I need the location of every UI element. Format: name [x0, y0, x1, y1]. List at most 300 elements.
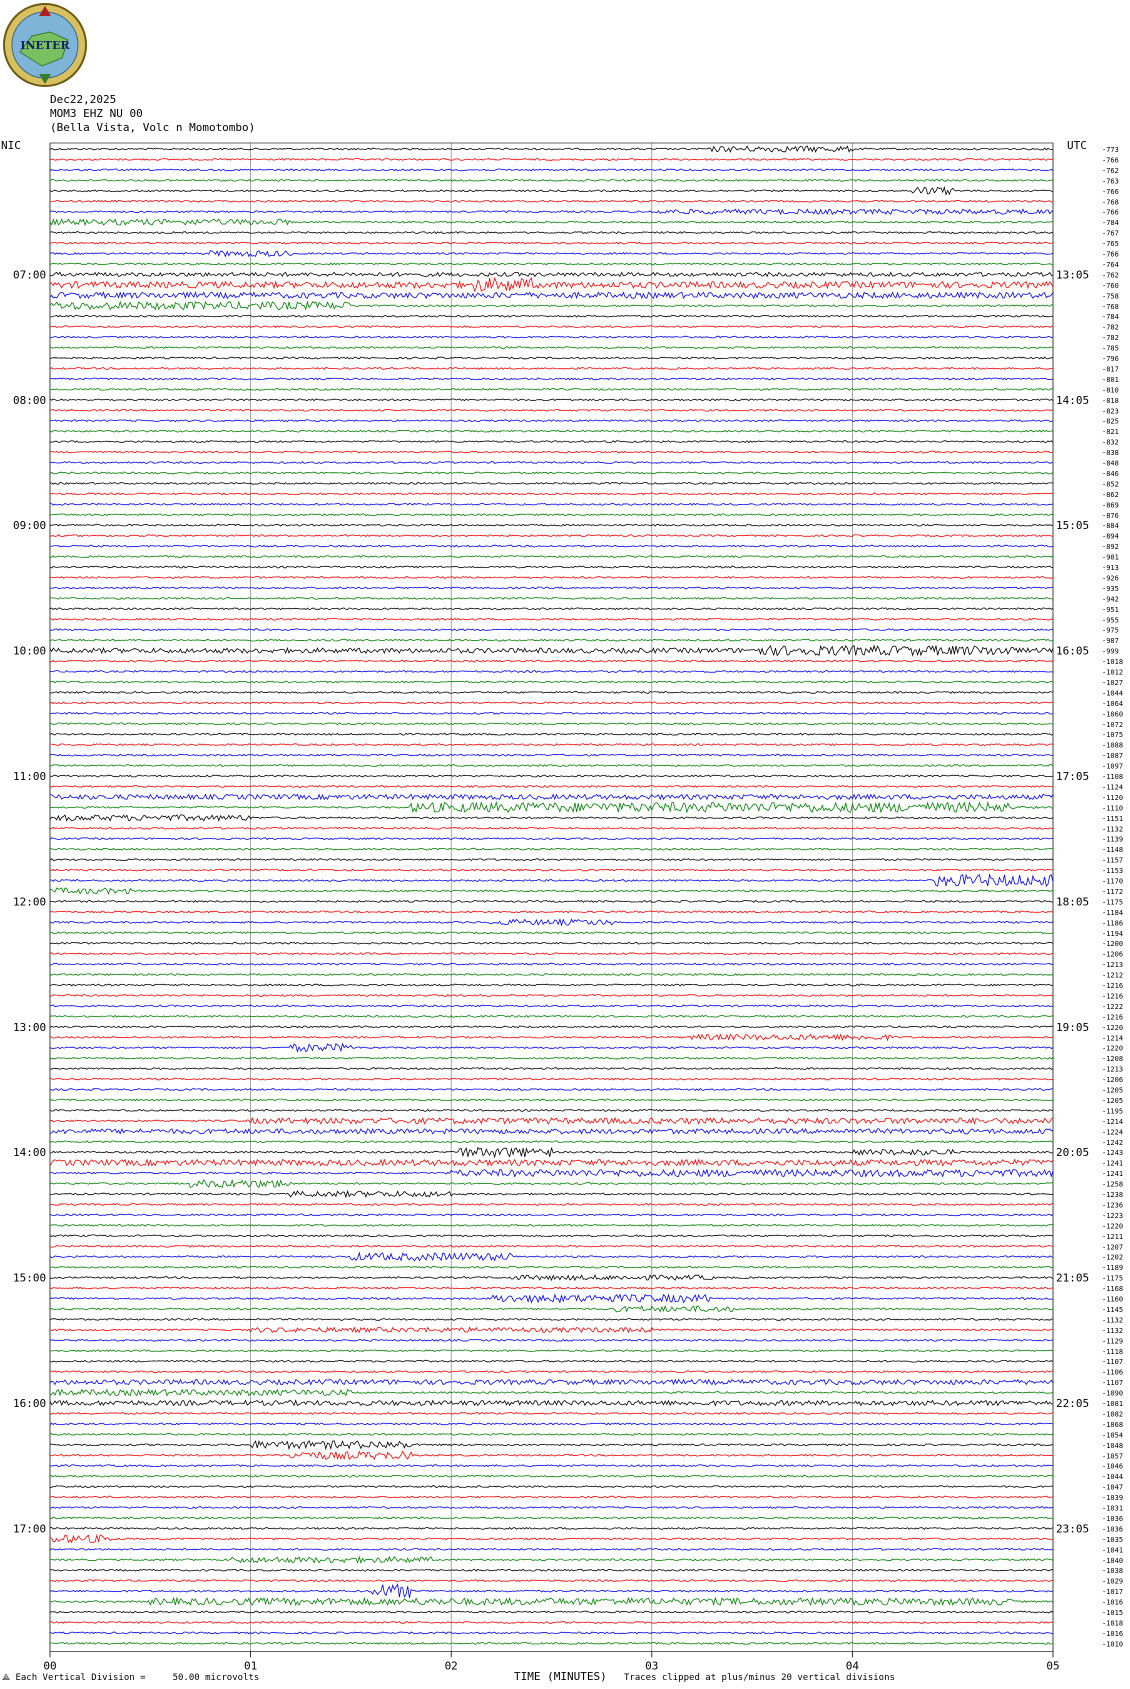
trace-line: [50, 733, 1053, 735]
trace-offset-label: -1132: [1102, 1316, 1124, 1325]
trace-offset-label: -1151: [1102, 814, 1124, 823]
trace-offset-label: -1132: [1102, 1326, 1124, 1335]
trace-line: [50, 786, 1053, 788]
trace-offset-label: -1220: [1102, 1044, 1124, 1053]
trace-offset-label: -762: [1102, 166, 1119, 175]
seismic-traces: [50, 146, 1123, 1648]
trace-offset-label: -1214: [1102, 1117, 1124, 1126]
trace-line: [50, 1235, 1053, 1237]
left-time-label: 12:00: [13, 895, 47, 909]
x-tick-label: 04: [845, 1659, 860, 1673]
trace-line: [50, 451, 1053, 453]
trace-offset-label: -1064: [1102, 699, 1124, 708]
trace-offset-label: -1090: [1102, 1389, 1124, 1398]
plot-frame: [50, 143, 1053, 1651]
trace-line: [50, 1486, 1053, 1488]
left-time-label: 09:00: [13, 519, 47, 533]
trace-offset-label: -1029: [1102, 1577, 1124, 1586]
trace-line: [50, 1632, 1053, 1634]
trace-offset-label: -1016: [1102, 1629, 1124, 1638]
trace-line: [50, 995, 1053, 997]
trace-line: [50, 409, 1053, 411]
trace-offset-label: -1044: [1102, 1473, 1124, 1482]
trace-offset-label: -1189: [1102, 1264, 1124, 1273]
trace-offset-label: -1016: [1102, 1598, 1124, 1607]
trace-line: [50, 493, 1053, 495]
trace-offset-label: -1170: [1102, 877, 1124, 886]
trace-offset-label: -1035: [1102, 1535, 1124, 1544]
trace-line: [50, 1465, 1053, 1467]
trace-line: [50, 187, 1053, 194]
trace-line: [50, 1110, 1053, 1112]
trace-line: [50, 159, 1053, 161]
left-time-label: 16:00: [13, 1397, 47, 1410]
trace-offset-label: -1072: [1102, 720, 1124, 729]
trace-line: [50, 639, 1053, 641]
trace-offset-label: -765: [1102, 240, 1119, 249]
trace-offset-label: -1175: [1102, 898, 1124, 907]
trace-line: [50, 587, 1053, 589]
trace-line: [50, 278, 1053, 291]
left-time-label: 08:00: [13, 393, 47, 407]
trace-line: [50, 200, 1053, 202]
trace-line: [50, 1005, 1053, 1007]
x-tick-label: 02: [444, 1659, 458, 1673]
trace-offset-label: -825: [1102, 417, 1119, 426]
trace-offset-label: -1068: [1102, 1420, 1124, 1429]
trace-offset-label: -935: [1102, 584, 1119, 593]
trace-line: [50, 430, 1053, 432]
trace-line: [50, 1099, 1053, 1101]
trace-offset-label: -1038: [1102, 1567, 1124, 1576]
trace-offset-label: -784: [1102, 313, 1119, 322]
trace-line: [50, 1141, 1053, 1143]
trace-line: [50, 681, 1053, 683]
trace-line: [50, 1253, 1053, 1261]
trace-line: [50, 292, 1053, 298]
trace-offset-label: -1205: [1102, 1096, 1124, 1105]
trace-line: [50, 1016, 1053, 1018]
trace-line: [50, 1390, 1053, 1396]
trace-offset-label: -975: [1102, 626, 1119, 635]
left-zone-label: NIC: [1, 139, 21, 152]
right-zone-label: UTC: [1067, 139, 1087, 152]
trace-line: [50, 169, 1053, 171]
trace-line: [50, 754, 1053, 756]
trace-line: [50, 472, 1053, 474]
trace-line: [50, 794, 1053, 799]
right-time-label: 22:05: [1056, 1397, 1090, 1410]
trace-offset-label: -1208: [1102, 1055, 1124, 1064]
trace-offset-label: -1216: [1102, 1013, 1124, 1022]
trace-line: [50, 535, 1053, 537]
left-time-label: 17:00: [13, 1522, 47, 1536]
svg-text:INETER: INETER: [20, 39, 70, 52]
trace-offset-label: -1202: [1102, 1253, 1124, 1262]
trace-line: [50, 1339, 1053, 1341]
trace-line: [50, 441, 1053, 443]
trace-offset-label: -1017: [1102, 1588, 1124, 1597]
trace-line: [50, 251, 1053, 257]
trace-line: [50, 483, 1053, 485]
trace-offset-label: -1036: [1102, 1514, 1124, 1523]
trace-line: [50, 875, 1053, 886]
trace-line: [50, 1622, 1053, 1624]
trace-line: [50, 1129, 1053, 1134]
trace-offset-label: -764: [1102, 260, 1119, 269]
trace-line: [50, 765, 1053, 767]
trace-offset-label: -1060: [1102, 710, 1124, 719]
trace-offset-label: -1044: [1102, 689, 1124, 698]
trace-offset-label: -823: [1102, 407, 1119, 416]
trace-line: [50, 702, 1053, 704]
trace-offset-label: -1075: [1102, 731, 1124, 740]
trace-line: [50, 775, 1053, 777]
trace-line: [50, 1026, 1053, 1028]
x-tick-label: 03: [645, 1659, 659, 1673]
x-tick-label: 00: [43, 1659, 57, 1673]
trace-offset-label: -1081: [1102, 1400, 1124, 1408]
trace-offset-label: -848: [1102, 459, 1119, 468]
trace-line: [50, 974, 1053, 976]
trace-line: [50, 1225, 1053, 1227]
left-time-label: 11:00: [13, 770, 47, 783]
trace-offset-label: -1097: [1102, 762, 1124, 771]
trace-line: [50, 919, 1053, 925]
trace-line: [50, 629, 1053, 631]
trace-line: [50, 671, 1053, 673]
trace-line: [50, 1434, 1053, 1436]
x-axis-title: TIME (MINUTES): [514, 1670, 607, 1683]
trace-offset-label: -1194: [1102, 929, 1124, 938]
trace-offset-label: -1148: [1102, 846, 1124, 855]
trace-offset-label: -1054: [1102, 1431, 1124, 1440]
trace-line: [50, 1401, 1053, 1406]
trace-offset-label: -1046: [1102, 1462, 1124, 1471]
trace-offset-label: -1160: [1102, 1295, 1124, 1304]
trace-offset-label: -1258: [1102, 1180, 1124, 1189]
trace-line: [50, 723, 1053, 725]
trace-line: [50, 608, 1053, 610]
trace-offset-label: -1220: [1102, 1222, 1124, 1231]
trace-line: [50, 1580, 1053, 1582]
trace-offset-label: -1200: [1102, 940, 1124, 949]
trace-offset-label: -926: [1102, 574, 1119, 583]
trace-offset-label: -1010: [1102, 1640, 1124, 1649]
trace-line: [50, 1160, 1053, 1166]
trace-line: [50, 963, 1053, 965]
trace-offset-label: -1018: [1102, 1619, 1124, 1628]
trace-line: [50, 838, 1053, 840]
grid-lines: [50, 143, 1053, 1651]
trace-offset-label: -1047: [1102, 1483, 1124, 1492]
trace-offset-label: -1040: [1102, 1556, 1124, 1565]
trace-offset-label: -760: [1102, 281, 1119, 290]
trace-offset-label: -1224: [1102, 1128, 1124, 1137]
trace-offset-label: -987: [1102, 637, 1119, 646]
trace-line: [50, 859, 1053, 861]
trace-line: [50, 802, 1053, 812]
trace-line: [50, 646, 1053, 656]
trace-offset-label: -784: [1102, 219, 1119, 228]
trace-offset-label: -892: [1102, 543, 1119, 552]
trace-offset-label: -1242: [1102, 1138, 1124, 1147]
trace-offset-label: -1088: [1102, 741, 1124, 750]
trace-offset-label: -1107: [1102, 1358, 1124, 1367]
trace-offset-label: -1120: [1102, 793, 1124, 802]
left-time-label: 10:00: [13, 644, 47, 658]
trace-offset-label: -1139: [1102, 835, 1124, 844]
trace-offset-label: -768: [1102, 198, 1119, 207]
trace-line: [50, 1441, 1053, 1449]
left-time-label: 07:00: [13, 268, 47, 282]
trace-offset-label: -810: [1102, 386, 1119, 395]
trace-line: [50, 1287, 1053, 1289]
trace-line: [50, 888, 1053, 894]
footer-clip-note: Traces clipped at plus/minus 20 vertical divisions: [624, 1673, 895, 1683]
trace-line: [50, 462, 1053, 464]
trace-line: [50, 1643, 1053, 1645]
trace-offset-label: -852: [1102, 480, 1119, 489]
trace-line: [50, 1528, 1053, 1530]
right-time-label: 17:05: [1056, 770, 1090, 783]
trace-line: [50, 911, 1053, 913]
trace-offset-label: -1031: [1102, 1504, 1124, 1513]
trace-line: [50, 1180, 1053, 1188]
trace-offset-label: -1220: [1102, 1023, 1124, 1032]
trace-offset-label: -1153: [1102, 867, 1124, 876]
trace-offset-label: -1212: [1102, 971, 1124, 980]
trace-line: [50, 1360, 1053, 1362]
trace-line: [50, 347, 1053, 349]
trace-line: [50, 1350, 1053, 1352]
trace-offset-label: -1108: [1102, 773, 1124, 781]
x-axis: [13, 268, 1089, 1672]
trace-offset-label: -846: [1102, 469, 1119, 478]
left-time-label: 13:00: [13, 1020, 47, 1034]
trace-line: [50, 242, 1053, 244]
trace-offset-label: -1216: [1102, 992, 1124, 1001]
trace-line: [50, 1475, 1053, 1477]
trace-offset-label: -894: [1102, 532, 1119, 541]
right-time-label: 19:05: [1056, 1020, 1090, 1034]
trace-line: [50, 1204, 1053, 1206]
trace-line: [50, 598, 1053, 600]
trace-offset-label: -1106: [1102, 1368, 1124, 1377]
trace-offset-label: -1124: [1102, 783, 1124, 792]
trace-line: [50, 1319, 1053, 1321]
header-station: (Bella Vista, Volc n Momotombo): [50, 121, 256, 134]
trace-line: [50, 378, 1053, 380]
trace-line: [50, 357, 1053, 359]
trace-line: [50, 514, 1053, 516]
trace-line: [50, 503, 1053, 505]
trace-offset-label: -1048: [1102, 1441, 1124, 1450]
trace-line: [50, 1327, 1053, 1332]
trace-offset-label: -1145: [1102, 1305, 1124, 1314]
trace-line: [50, 1266, 1053, 1268]
trace-offset-label: -796: [1102, 355, 1119, 363]
trace-line: [50, 180, 1053, 182]
trace-offset-label: -1132: [1102, 825, 1124, 834]
trace-offset-label: -1110: [1102, 804, 1124, 813]
trace-line: [50, 368, 1053, 370]
trace-line: [50, 984, 1053, 986]
trace-offset-label: -1118: [1102, 1347, 1124, 1356]
trace-offset-label: -1012: [1102, 668, 1124, 677]
trace-line: [50, 232, 1053, 234]
right-time-label: 18:05: [1056, 895, 1090, 909]
trace-offset-label: -1195: [1102, 1107, 1124, 1116]
trace-line: [50, 1507, 1053, 1509]
trace-offset-label: -1213: [1102, 1065, 1124, 1074]
trace-line: [50, 556, 1053, 558]
trace-offset-label: -955: [1102, 616, 1119, 625]
right-time-label: 20:05: [1056, 1146, 1090, 1160]
trace-line: [50, 389, 1053, 391]
trace-line: [50, 577, 1053, 579]
trace-line: [50, 545, 1053, 547]
trace-line: [50, 1044, 1053, 1052]
trace-line: [50, 1517, 1053, 1519]
trace-line: [50, 1380, 1053, 1385]
trace-line: [50, 1078, 1053, 1080]
left-time-label: 14:00: [13, 1146, 47, 1160]
trace-line: [50, 618, 1053, 620]
trace-offset-label: -1018: [1102, 658, 1124, 667]
trace-line: [50, 1306, 1053, 1312]
trace-line: [50, 815, 1053, 821]
trace-line: [50, 1275, 1053, 1280]
trace-offset-label: -1238: [1102, 1191, 1124, 1199]
trace-offset-label: -1157: [1102, 856, 1124, 865]
trace-offset-label: -951: [1102, 605, 1119, 614]
trace-offset-label: -913: [1102, 564, 1119, 572]
trace-line: [50, 326, 1053, 328]
trace-offset-label: -1211: [1102, 1232, 1124, 1241]
trace-offset-label: -832: [1102, 438, 1119, 447]
trace-line: [50, 1068, 1053, 1070]
trace-offset-label: -766: [1102, 250, 1119, 259]
trace-offset-label: -901: [1102, 553, 1119, 562]
trace-offset-label: -1036: [1102, 1525, 1124, 1534]
trace-offset-label: -773: [1102, 146, 1119, 154]
trace-line: [50, 1148, 1053, 1158]
ineter-logo: [2, 2, 88, 88]
trace-line: [50, 1557, 1053, 1563]
trace-line: [50, 942, 1053, 944]
trace-line: [50, 336, 1053, 338]
trace-offset-label: -1236: [1102, 1201, 1124, 1210]
trace-line: [50, 1611, 1053, 1613]
trace-line: [50, 660, 1053, 662]
trace-line: [50, 1535, 1053, 1543]
trace-offset-label: -1206: [1102, 950, 1124, 959]
trace-offset-label: -884: [1102, 522, 1119, 531]
trace-offset-label: -1213: [1102, 961, 1124, 970]
trace-offset-label: -766: [1102, 156, 1119, 165]
right-time-label: 16:05: [1056, 644, 1090, 658]
right-time-label: 15:05: [1056, 519, 1090, 533]
trace-line: [50, 263, 1053, 265]
trace-line: [50, 399, 1053, 401]
trace-offset-label: -1223: [1102, 1211, 1124, 1220]
trace-line: [50, 1118, 1053, 1124]
trace-offset-label: -1107: [1102, 1379, 1124, 1388]
trace-line: [50, 869, 1053, 871]
trace-offset-label: -1241: [1102, 1170, 1124, 1179]
trace-offset-label: -1186: [1102, 919, 1124, 928]
trace-offset-label: -766: [1102, 187, 1119, 196]
trace-line: [50, 1496, 1053, 1498]
trace-offset-label: -862: [1102, 490, 1119, 499]
trace-offset-label: -766: [1102, 208, 1119, 217]
trace-offset-label: -1168: [1102, 1285, 1124, 1294]
trace-offset-label: -1175: [1102, 1274, 1124, 1283]
trace-line: [50, 692, 1053, 694]
x-tick-label: 05: [1046, 1659, 1060, 1673]
trace-line: [50, 953, 1053, 955]
trace-offset-label: -1205: [1102, 1086, 1124, 1095]
trace-line: [50, 1295, 1053, 1303]
trace-line: [50, 315, 1053, 317]
footer-scale-note: ⟁ Each Vertical Division = 50.00 microvolts: [2, 1673, 260, 1683]
trace-line: [50, 524, 1053, 526]
trace-line: [50, 848, 1053, 850]
trace-offset-label: -782: [1102, 323, 1119, 332]
trace-line: [50, 420, 1053, 422]
trace-offset-label: -1241: [1102, 1159, 1124, 1168]
trace-offset-label: -1015: [1102, 1609, 1124, 1617]
trace-line: [50, 1413, 1053, 1415]
trace-offset-label: -1243: [1102, 1149, 1124, 1158]
header-channel: MOM3 EHZ NU 00: [50, 107, 143, 120]
trace-offset-label: -763: [1102, 177, 1119, 186]
trace-offset-label: -801: [1102, 375, 1119, 384]
trace-offset-label: -762: [1102, 271, 1119, 280]
trace-line: [50, 219, 1053, 225]
trace-line: [50, 932, 1053, 934]
trace-offset-label: -821: [1102, 428, 1119, 437]
trace-offset-label: -1027: [1102, 678, 1124, 687]
trace-offset-label: -942: [1102, 595, 1119, 604]
trace-line: [50, 1423, 1053, 1425]
trace-offset-label: -1057: [1102, 1452, 1124, 1461]
trace-offset-label: -838: [1102, 449, 1119, 458]
trace-line: [50, 1245, 1053, 1247]
trace-line: [50, 901, 1053, 903]
trace-offset-label: -1172: [1102, 887, 1124, 896]
trace-offset-label: -1207: [1102, 1243, 1124, 1252]
trace-line: [50, 1191, 1053, 1197]
right-time-label: 13:05: [1056, 268, 1090, 282]
trace-offset-label: -1129: [1102, 1337, 1124, 1346]
trace-offset-label: -785: [1102, 344, 1119, 353]
trace-line: [50, 1089, 1053, 1091]
trace-line: [50, 1569, 1053, 1571]
trace-offset-label: -999: [1102, 647, 1119, 656]
trace-line: [50, 1170, 1053, 1177]
trace-offset-label: -1039: [1102, 1494, 1124, 1503]
trace-line: [50, 1214, 1053, 1216]
trace-offset-label: -758: [1102, 292, 1119, 301]
trace-offset-label: -1216: [1102, 982, 1124, 990]
x-tick-label: 01: [243, 1659, 258, 1673]
trace-line: [50, 744, 1053, 746]
trace-offset-label: -782: [1102, 334, 1119, 343]
trace-line: [50, 302, 1053, 310]
trace-line: [50, 272, 1053, 276]
